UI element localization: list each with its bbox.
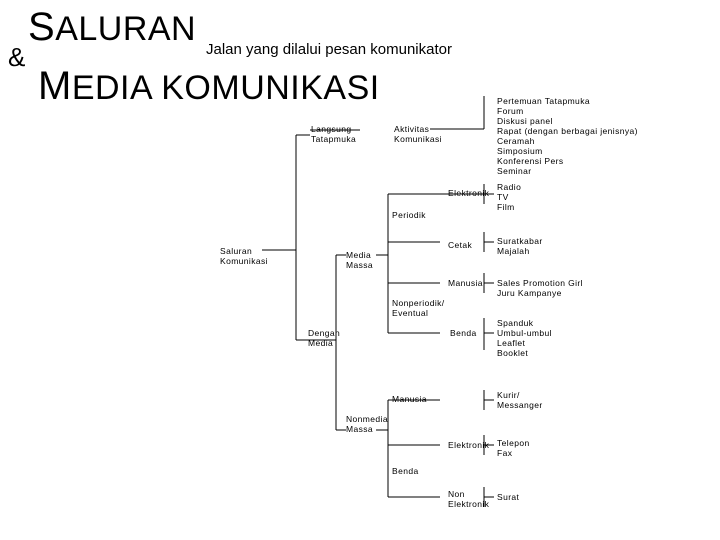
node-langsung-tatapmuka: Langsung Tatapmuka bbox=[311, 124, 357, 144]
node-benda-1: Benda bbox=[450, 328, 477, 338]
title-line-2-initial: M bbox=[38, 64, 72, 108]
title-line-1 bbox=[28, 5, 197, 49]
node-saluran-komunikasi: Saluran Komunikasi bbox=[220, 246, 268, 266]
title-line-1-initial: S bbox=[28, 5, 56, 49]
node-benda-2: Benda bbox=[392, 466, 419, 476]
node-periodik: Periodik bbox=[392, 210, 426, 220]
node-benda-1-list: Spanduk Umbul-umbul Leaflet Booklet bbox=[497, 318, 552, 358]
node-nonmedia-massa: Nonmedia Massa bbox=[346, 414, 388, 434]
node-cetak-list: Suratkabar Majalah bbox=[497, 236, 543, 256]
node-elektronik-2-list: Telepon Fax bbox=[497, 438, 530, 458]
node-non-elektronik-list: Surat bbox=[497, 492, 520, 502]
node-manusia-2-list: Kurir/ Messanger bbox=[497, 390, 543, 410]
node-aktivitas-komunikasi: Aktivitas Komunikasi bbox=[394, 124, 442, 144]
node-manusia-1-list: Sales Promotion Girl Juru Kampanye bbox=[497, 278, 583, 298]
node-elektronik-1-list: Radio TV Film bbox=[497, 182, 522, 212]
node-elektronik-1: Elektronik bbox=[448, 188, 490, 198]
node-elektronik-2: Elektronik bbox=[448, 440, 490, 450]
title-ampersand: & bbox=[8, 42, 26, 72]
node-dengan-media: Dengan Media bbox=[308, 328, 341, 348]
title-line-2 bbox=[38, 66, 380, 108]
title-line-1-rest: ALURAN bbox=[55, 10, 197, 48]
node-non-elektronik: Non Elektronik bbox=[448, 489, 490, 509]
node-manusia-2: Manusia bbox=[392, 394, 427, 404]
node-manusia-1: Manusia bbox=[448, 278, 483, 288]
title-line-2-rest: EDIA KOMUNIKASI bbox=[71, 69, 380, 107]
node-cetak: Cetak bbox=[448, 240, 473, 250]
node-media-massa: Media Massa bbox=[346, 250, 374, 270]
subtitle: Jalan yang dilalui pesan komunikator bbox=[206, 41, 452, 58]
node-aktivitas-list: Pertemuan Tatapmuka Forum Diskusi panel Rapat (dengan berbagai jenisnya) Ceramah Simposium Konferensi Pers Seminar bbox=[497, 96, 638, 176]
node-nonperiodik: Nonperiodik/ Eventual bbox=[392, 298, 445, 318]
